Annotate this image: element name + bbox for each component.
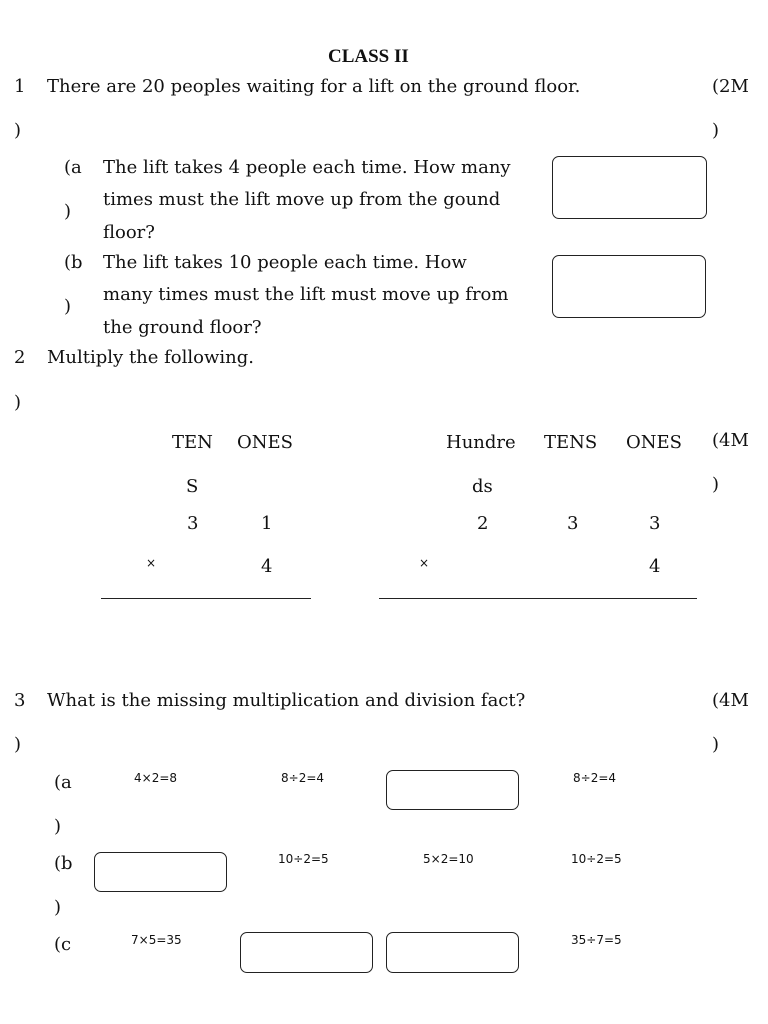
- q3-marks-close: ): [712, 734, 720, 755]
- q3-number-paren: ): [14, 734, 22, 755]
- q3-text: What is the missing multiplication and division fact?: [47, 690, 526, 711]
- q1a-line-3: floor?: [103, 222, 155, 243]
- q1-number: 1: [14, 76, 26, 97]
- q1a-line-2: times must the lift move up from the gound: [103, 189, 501, 210]
- q2-left-ones-header: ONES: [237, 432, 293, 453]
- q1-marks: (2M: [712, 76, 749, 97]
- q1a-line-1: The lift takes 4 people each time. How many: [103, 157, 511, 178]
- q2-right-row1-ones: 3: [649, 513, 661, 534]
- q2-left-row1-tens: 3: [187, 513, 199, 534]
- q2-left-tens-header-wrap: S: [186, 476, 199, 497]
- q3b-label: (b: [54, 853, 73, 874]
- q1a-label-paren: ): [64, 201, 72, 222]
- q2-left-row1-ones: 1: [261, 513, 273, 534]
- q2-right-row2-ones: 4: [649, 556, 661, 577]
- q2-right-times-sign: ×: [419, 556, 430, 570]
- q3a-label-paren: ): [54, 816, 62, 837]
- q2-right-answer-line: [379, 598, 697, 599]
- q3b-label-paren: ): [54, 897, 62, 918]
- q2-right-tens-header: TENS: [544, 432, 598, 453]
- q2-right-hundreds-header: Hundre: [446, 432, 516, 453]
- q2-right-row1-tens: 3: [567, 513, 579, 534]
- q3b-fact-2: 10÷2=5: [278, 852, 329, 866]
- q2-marks-close: ): [712, 474, 720, 495]
- q1-marks-close: ): [712, 120, 720, 141]
- q2-right-row1-hundreds: 2: [477, 513, 489, 534]
- q2-left-row2-ones: 4: [261, 556, 273, 577]
- q3c-fact-4: 35÷7=5: [571, 933, 622, 947]
- q1b-line-3: the ground floor?: [103, 317, 262, 338]
- q2-right-ones-header: ONES: [626, 432, 682, 453]
- q1b-line-2: many times must the lift must move up from: [103, 284, 509, 305]
- q3c-answer-box-1[interactable]: [240, 932, 373, 973]
- q1b-answer-box[interactable]: [552, 255, 706, 318]
- q3a-fact-1: 4×2=8: [134, 771, 178, 785]
- q3b-fact-4: 10÷2=5: [571, 852, 622, 866]
- q1a-label: (a: [64, 157, 82, 178]
- q1b-line-1: The lift takes 10 people each time. How: [103, 252, 467, 273]
- q3c-label: (c: [54, 934, 72, 955]
- q1-number-paren: ): [14, 120, 22, 141]
- q2-text: Multiply the following.: [47, 347, 254, 368]
- q1-text: There are 20 peoples waiting for a lift on the ground floor.: [47, 76, 581, 97]
- q3b-fact-3: 5×2=10: [423, 852, 474, 866]
- q2-marks: (4M: [712, 430, 749, 451]
- q2-right-hundreds-header-wrap: ds: [472, 476, 493, 497]
- q1a-answer-box[interactable]: [552, 156, 707, 219]
- q3-marks: (4M: [712, 690, 749, 711]
- q3c-fact-1: 7×5=35: [131, 933, 182, 947]
- page-title: CLASS II: [328, 46, 409, 67]
- q2-number: 2: [14, 347, 26, 368]
- q1b-label: (b: [64, 252, 83, 273]
- q2-left-tens-header: TEN: [172, 432, 213, 453]
- q3a-fact-2: 8÷2=4: [281, 771, 325, 785]
- q3a-answer-box[interactable]: [386, 770, 519, 810]
- q3-number: 3: [14, 690, 26, 711]
- q3b-answer-box[interactable]: [94, 852, 227, 892]
- q3a-fact-4: 8÷2=4: [573, 771, 617, 785]
- q1b-label-paren: ): [64, 296, 72, 317]
- q2-number-paren: ): [14, 392, 22, 413]
- q3a-label: (a: [54, 772, 72, 793]
- q2-left-answer-line: [101, 598, 311, 599]
- q3c-answer-box-2[interactable]: [386, 932, 519, 973]
- q2-left-times-sign: ×: [146, 556, 157, 570]
